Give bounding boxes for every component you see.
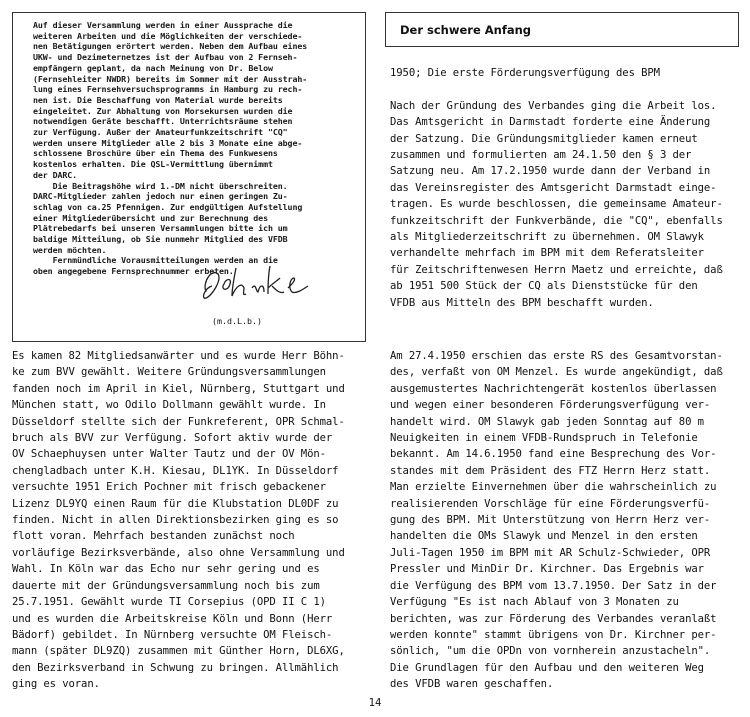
section-heading-box (385, 12, 739, 47)
letter-line: Fernmündliche Vorausmitteilungen werden an die (33, 255, 278, 266)
text-line: dauerte mit der Gründungsversammlung noch bis zum (12, 579, 320, 592)
text-line: Wahl. In Köln war das Echo nur sehr gering und es (12, 563, 320, 576)
text-line: handelt wird. OM Slawyk gab jeden Sonntag auf 80 m (390, 415, 704, 428)
text-line: chengladbach unter K.H. Kiesau, DL1YK. In Düsseldorf (12, 464, 339, 477)
text-line: sönlich, "um die OPDn von vornherein anzustacheln". (390, 645, 711, 658)
text-line: flott voran. Mehrfach bestanden zunächst noch (12, 530, 295, 543)
text-line: des VFDB waren geschaffen. (390, 678, 554, 691)
text-line: OV Schaephuysen unter Walter Tautz und der OV Mön- (12, 448, 326, 461)
text-line: und wegen einer besonderen Förderungsverfügung ver- (390, 399, 711, 412)
text-line: Pressler und MinDir Dr. Kirchner. Das Ergebnis war (390, 563, 704, 576)
signature-scribble-icon (198, 262, 318, 304)
text-line: ab 1951 500 Stück der CQ als Dienststücke für den (390, 280, 698, 293)
section-heading: Der schwere Anfang (400, 23, 532, 37)
text-line: handelten die OMs Slawyk und Menzel in den ersten (390, 530, 698, 543)
text-line: fanden noch im April in Kiel, Nürnberg, Stuttgart und (12, 382, 345, 395)
text-line: realisierenden Vorschläge für eine Förderungsverfü- (390, 497, 711, 510)
text-line: Juli-Tagen 1950 im BPM mit AR Schulz-Schwieder, OPR (390, 546, 711, 559)
signature-name: (m.d.L.b.) (212, 316, 262, 326)
text-line: Am 27.4.1950 erschien das erste RS des Gesamtvorstan- (390, 350, 723, 362)
letter-line: zur Verfügung. Außer der Amateurfunkzeitschrift "CQ" (33, 127, 288, 138)
text-line: Verfügung "Es ist nach Ablauf von 3 Monaten zu (390, 596, 679, 609)
letter-line: DARC-Mitglieder zahlen jedoch nur einen geringen Zu- (33, 191, 288, 202)
text-line: Lizenz DL9YQ einen Raum für die Klubstation DL0DF zu (12, 497, 339, 510)
text-line: 25.7.1951. Gewählt wurde TI Corsepius (OPD II C 1) (12, 596, 326, 609)
text-line: versuchte 1951 Erich Pochner mit frisch gebackener (12, 481, 326, 494)
letter-line: einer Mitgliederübersicht und zur Berechnung des (33, 212, 268, 223)
letter-line: werden möchten. (33, 244, 107, 255)
text-line: als Mitgliederzeitschrift zu übernehmen. OM Slawyk (390, 231, 704, 244)
text-line: der Satzung. Die Gründungsmitglieder kamen erneut (390, 132, 698, 145)
text-line: Düsseldorf stellte sich der Funkreferent, OPR Schmal- (12, 415, 345, 428)
text-line: verhandelte mehrfach im BPM mit dem Referatsleiter (390, 247, 704, 260)
text-line: Es kamen 82 Mitgliedsanwärter und es wurde Herr Böhn- (12, 350, 345, 362)
text-line: bruch als BVV zur Verfügung. Sofort aktiv wurde der (12, 432, 333, 445)
text-line: bekannt. Am 14.6.1950 fand eine Besprechung des Vor- (390, 448, 717, 461)
text-line: den Bezirksverband in Schwung zu bringen. Allmählich (12, 661, 339, 674)
text-line: ging es voran. (12, 678, 100, 691)
text-line: und es wurden die Arbeitskreise Köln und Bonn (Herr (12, 612, 333, 625)
text-line: Neuigkeiten in einem VFDB-Rundspruch in Telefonie (390, 432, 698, 445)
text-line (390, 81, 740, 97)
text-line: Bädorf) gebildet. In Nürnberg versuchte OM Fleisch- (12, 628, 333, 641)
signature (198, 262, 328, 310)
letter-text (33, 20, 355, 277)
text-line: 1950; Die erste Förderungsverfügung des BPM (390, 67, 660, 79)
text-line: Die Grundlagen für den Aufbau und den weiteren Weg (390, 661, 704, 674)
page-number: 14 (368, 697, 382, 709)
text-line: werden konnte" stammt übrigens von Dr. Kirchner per- (390, 628, 717, 641)
text-line: München statt, wo Odilo Dollmann gewählt wurde. In (12, 399, 326, 412)
text-line: Nach der Gründung des Verbandes ging die Arbeit los. (390, 99, 717, 112)
text-line: finden. Nicht in allen Direktionsbezirken ging es so (12, 514, 339, 527)
text-line: mann (später DL9ZQ) zusammen mit Günther Horn, DL6XG, (12, 645, 345, 658)
text-line: tragen. Es wurde beschlossen, die gemeinsame Amateur- (390, 198, 723, 211)
text-line: die Verfügung des BPM vom 13.7.1950. Der Satz in der (390, 579, 717, 592)
text-line: des, verfaßt von OM Menzel. Es wurde angekündigt, daß (390, 366, 723, 379)
letter-line: UKW- und Dezimeternetzes ist der Aufbau von 2 Fernseh- (33, 52, 298, 63)
text-line: Man erzielte Einvernehmen über die wahrscheinlich zu (390, 481, 717, 494)
text-line: zusammen und formulierten am 24.1.50 den § 3 der (390, 149, 692, 162)
text-line: funkzeitschrift der Funkverbände, die "CQ", ebenfalls (390, 214, 723, 227)
text-line: ausgemustertes Nachrichtengerät kostenlos überlassen (390, 382, 717, 395)
text-line: ke zum BVV gewählt. Weitere Gründungsversammlungen (12, 366, 326, 379)
letter-line: nen ist. Die Beschaffung von Material wurde bereits (33, 94, 283, 105)
text-line: für Zeitschriftenwesen Herrn Maetz und erreichte, daß (390, 263, 723, 276)
letter-line: oben angegebene Fernsprechnummer erbeten. (33, 266, 234, 277)
letter-line: werden unsere Mitglieder alle 2 bis 3 Monate eine abge- (33, 137, 303, 148)
letter-line: baldige Mitteilung, ob Sie nunmehr Mitglied des VFDB (33, 234, 288, 245)
letter-line: notwendigen Geräte beschafft. Unterrichtsräume stehen (33, 116, 293, 127)
letter-line: Auf dieser Versammlung werden in einer Aussprache die (33, 20, 293, 30)
letter-line: Die Beitragshöhe wird 1.-DM nicht überschreiten. (33, 180, 288, 191)
letter-line: schlag von ca.25 Pfennigen. Zur endgültigen Aufstellung (33, 201, 303, 212)
text-line: standes mit dem Präsident des FTZ Herrn Herz statt. (390, 464, 711, 477)
text-line: gung des BPM. Mit Unterstützung von Herrn Herz ver- (390, 514, 711, 527)
right-top-column (390, 65, 740, 311)
text-line: Satzung neu. Am 17.2.1950 wurde dann der Verband in (390, 165, 711, 178)
letter-line: schlossene Broschüre über ein Thema des Funkwesens (33, 148, 278, 159)
letter-line: weiteren Arbeiten und die Möglichkeiten der verschiede- (33, 30, 303, 41)
text-line: Das Amtsgericht in Darmstadt forderte eine Änderung (390, 116, 711, 129)
letter-line: empfängern geplant, da nach Meinung von Dr. Below (33, 62, 273, 73)
text-line: berichten, was zur Förderung des Verbandes veranlaßt (390, 612, 717, 625)
text-line: VFDB aus Mitteln des BPM beschafft wurden. (390, 296, 654, 309)
left-body-column (12, 348, 368, 693)
letter-line: kostenlos erhalten. Die QSL-Vermittlung übernimmt (33, 159, 273, 170)
letter-line: Plätrebedarfs bei unseren Versammlungen bitte ich um (33, 223, 288, 234)
text-line: vorläufige Bezirksverbände, also ohne Versammlung und (12, 546, 345, 559)
letter-line: (Fernsehleiter NWDR) bereits im Sommer mit der Ausstrah- (33, 73, 308, 84)
letter-line: eingeleitet. Zur Abhaltung von Morsekursen wurden die (33, 105, 293, 116)
letter-line: nen Betätigungen erörtert werden. Neben dem Aufbau eines (33, 41, 308, 52)
right-body-column (390, 348, 740, 693)
letter-line: der DARC. (33, 169, 78, 180)
text-line: das Vereinsregister des Amtsgericht Darmstadt einge- (390, 181, 717, 194)
letter-line: lung eines Fernsehversuchsprogramms in Hamburg zu rech- (33, 84, 303, 95)
